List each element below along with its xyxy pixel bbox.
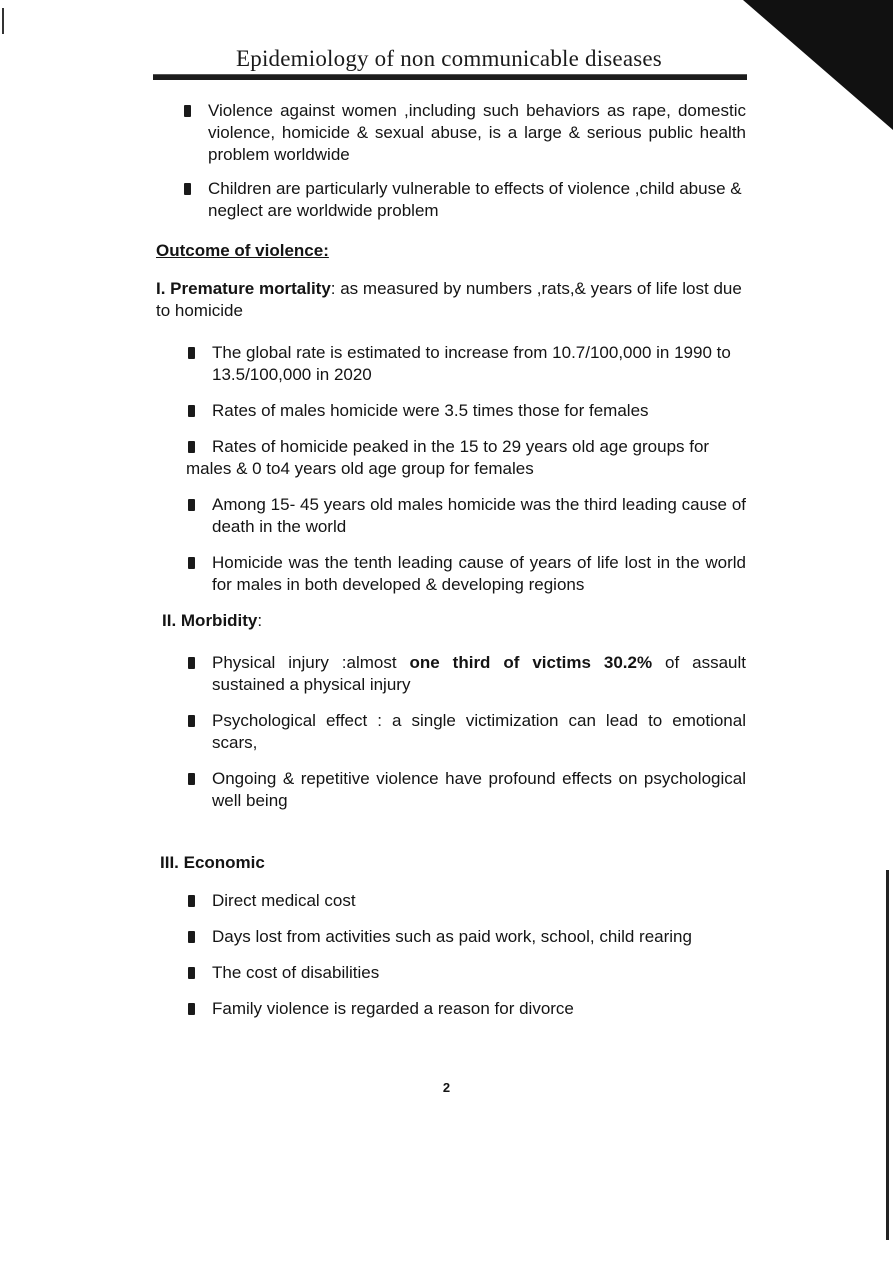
list-item [156,178,746,222]
scan-corner-shadow [743,0,893,130]
morbidity-list [156,652,746,812]
bullet-text: Psychological effect : a single victimization can lead to emotional scars, [212,711,746,752]
subsection-label: II. Morbidity [162,611,258,630]
bullet-icon [188,499,195,511]
bullet-text-b: of assault sustained a physical injury [212,653,746,694]
bullet-icon [188,347,195,359]
bullet-icon [188,773,195,785]
list-item [156,494,746,538]
list-item [156,100,746,166]
bullet-icon [184,183,191,195]
list-item [156,342,746,386]
bullet-text: Ongoing & repetitive violence have profound effects on psychological well being [212,769,746,810]
list-item [156,552,746,596]
list-item [156,436,746,480]
bullet-text-a: Physical injury :almost [212,653,410,672]
bullet-icon [188,405,195,417]
scan-right-edge [886,870,889,1240]
list-item [156,998,746,1020]
subsection-text: : as measured by numbers ,rats,& years of life lost due to homicide [156,279,742,320]
premature-mortality-list [156,342,746,596]
header-divider [153,74,747,80]
list-item [156,710,746,754]
bullet-icon [188,931,195,943]
document-body [156,100,746,1034]
bullet-icon [188,557,195,569]
bullet-text: Direct medical cost [212,891,356,910]
bullet-icon [188,967,195,979]
bullet-text: Rates of homicide peaked in the 15 to 29 years old age groups for males & 0 to4 years old age group for females [186,437,710,478]
subsection-morbidity [162,610,746,632]
bullet-icon [184,105,191,117]
bullet-text: Homicide was the tenth leading cause of years of life lost in the world for males in both developed & developing regions [212,553,746,594]
economic-list [156,890,746,1020]
subsection-text: : [257,611,263,630]
bullet-icon [188,657,195,669]
list-item [156,400,746,422]
scan-edge-mark [2,8,4,34]
section-heading: Outcome of violence: [156,241,329,260]
bullet-text: Violence against women ,including such behaviors as rape, domestic violence, homicide & sexual abuse, is a large & serious public health problem worldwide [208,101,746,164]
bullet-icon [188,895,195,907]
list-item [156,962,746,984]
bullet-icon [188,441,195,453]
page-number: 2 [442,1080,451,1095]
list-item [156,926,746,948]
bullet-text: Children are particularly vulnerable to effects of violence ,child abuse & neglect are worldwide problem [208,179,742,220]
bullet-text: The cost of disabilities [212,963,380,982]
list-item [156,652,746,696]
bullet-text: Days lost from activities such as paid work, school, child rearing [212,927,692,946]
subsection-label: III. Economic [160,853,265,872]
subsection-label: I. Premature mortality [156,279,331,298]
subsection-economic [160,852,746,874]
page-header [150,46,748,72]
bullet-icon [188,715,195,727]
bullet-text: The global rate is estimated to increase from 10.7/100,000 in 1990 to 13.5/100,000 in 2020 [212,343,731,384]
bullet-text: Rates of males homicide were 3.5 times those for females [212,401,649,420]
bullet-text: Among 15- 45 years old males homicide was the third leading cause of death in the world [212,495,746,536]
spacer [156,826,746,852]
list-item [156,768,746,812]
subsection-premature-mortality [156,278,746,322]
list-item [156,890,746,912]
bullet-text: Family violence is regarded a reason for divorce [212,999,574,1018]
page-title: Epidemiology of non communicable diseases [236,46,662,71]
bullet-text-bold: one third of victims 30.2% [409,653,653,672]
bullet-icon [188,1003,195,1015]
